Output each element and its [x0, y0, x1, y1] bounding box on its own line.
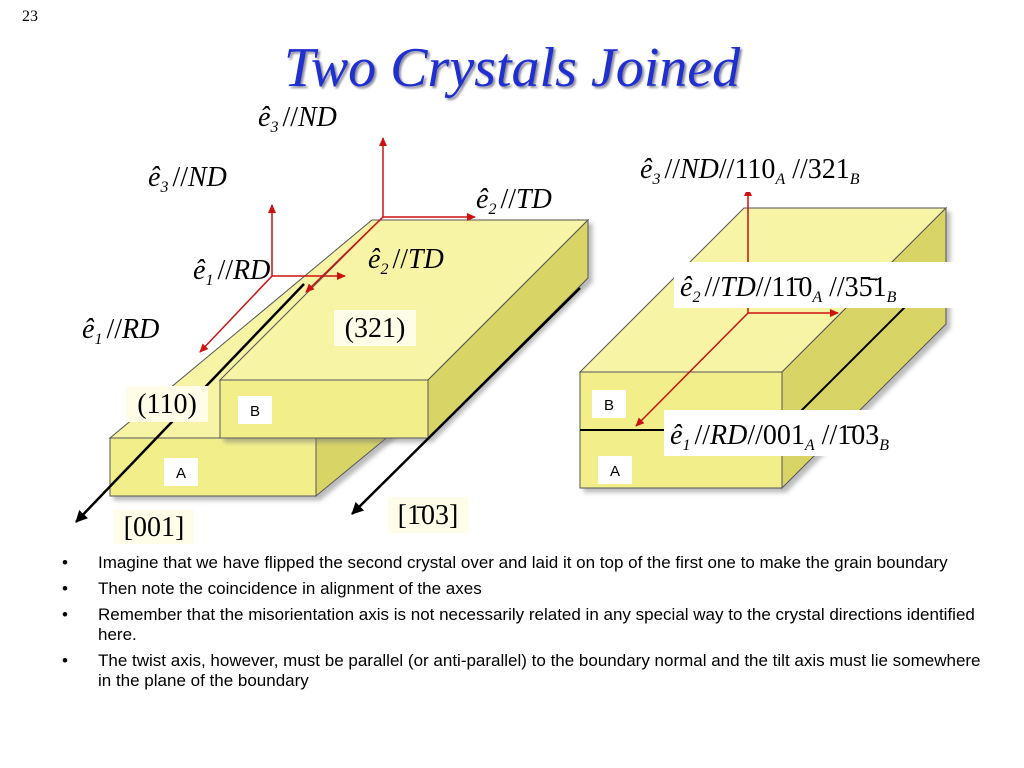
- bullet-item: • Then note the coincidence in alignment of the axes: [62, 579, 982, 599]
- bullet-list: [62, 553, 982, 697]
- label-e1-rd-top: $ê_1$ //RD: [193, 255, 271, 289]
- label-e2-td-mid: $ê_2$ //TD: [368, 244, 444, 278]
- right-e2-label: $ê_2$ $//TD//11̄0_A$ $//35̄1_B$: [680, 272, 897, 306]
- right-block-a-label: A: [609, 463, 621, 480]
- label-e2-td-right: $ê_2$ //TD: [476, 184, 552, 218]
- block-b-label: B: [249, 403, 261, 420]
- direction-103-label: [1̄03]: [397, 500, 459, 531]
- right-e1-label: $ê_1$ $//RD//001_A$ $//1̄03_B$: [670, 420, 890, 454]
- bullet-item: • The twist axis, however, must be parallel (or anti-parallel) to the boundary normal and the tilt axis must lie somewhere in the plane of the boundary: [62, 651, 982, 691]
- direction-001-label: [001]: [123, 512, 185, 543]
- block-a-label: A: [175, 465, 187, 482]
- label-e3-nd-top: $ê_3$ //ND: [258, 102, 337, 136]
- plane-321-label: (321): [344, 313, 406, 344]
- label-e3-nd-left: $ê_3$ //ND: [148, 162, 227, 196]
- bullet-item: • Remember that the misorientation axis is not necessarily related in any special way to the crystal directions identified here.: [62, 605, 982, 645]
- right-block-b-label: B: [603, 397, 615, 414]
- label-e1-rd-left: $ê_1$ //RD: [82, 314, 160, 348]
- slide-title: Two Crystals Joined: [283, 37, 741, 99]
- plane-110-label: (110): [137, 389, 197, 420]
- slide-number: 23: [22, 8, 38, 25]
- bullet-item: • Imagine that we have flipped the second crystal over and laid it on top of the first one to make the grain boundary: [62, 553, 982, 573]
- right-e3-label: $ê_3$ $//ND//110_A$ $//321_B$: [640, 154, 860, 188]
- block-a-front-face: [110, 438, 316, 496]
